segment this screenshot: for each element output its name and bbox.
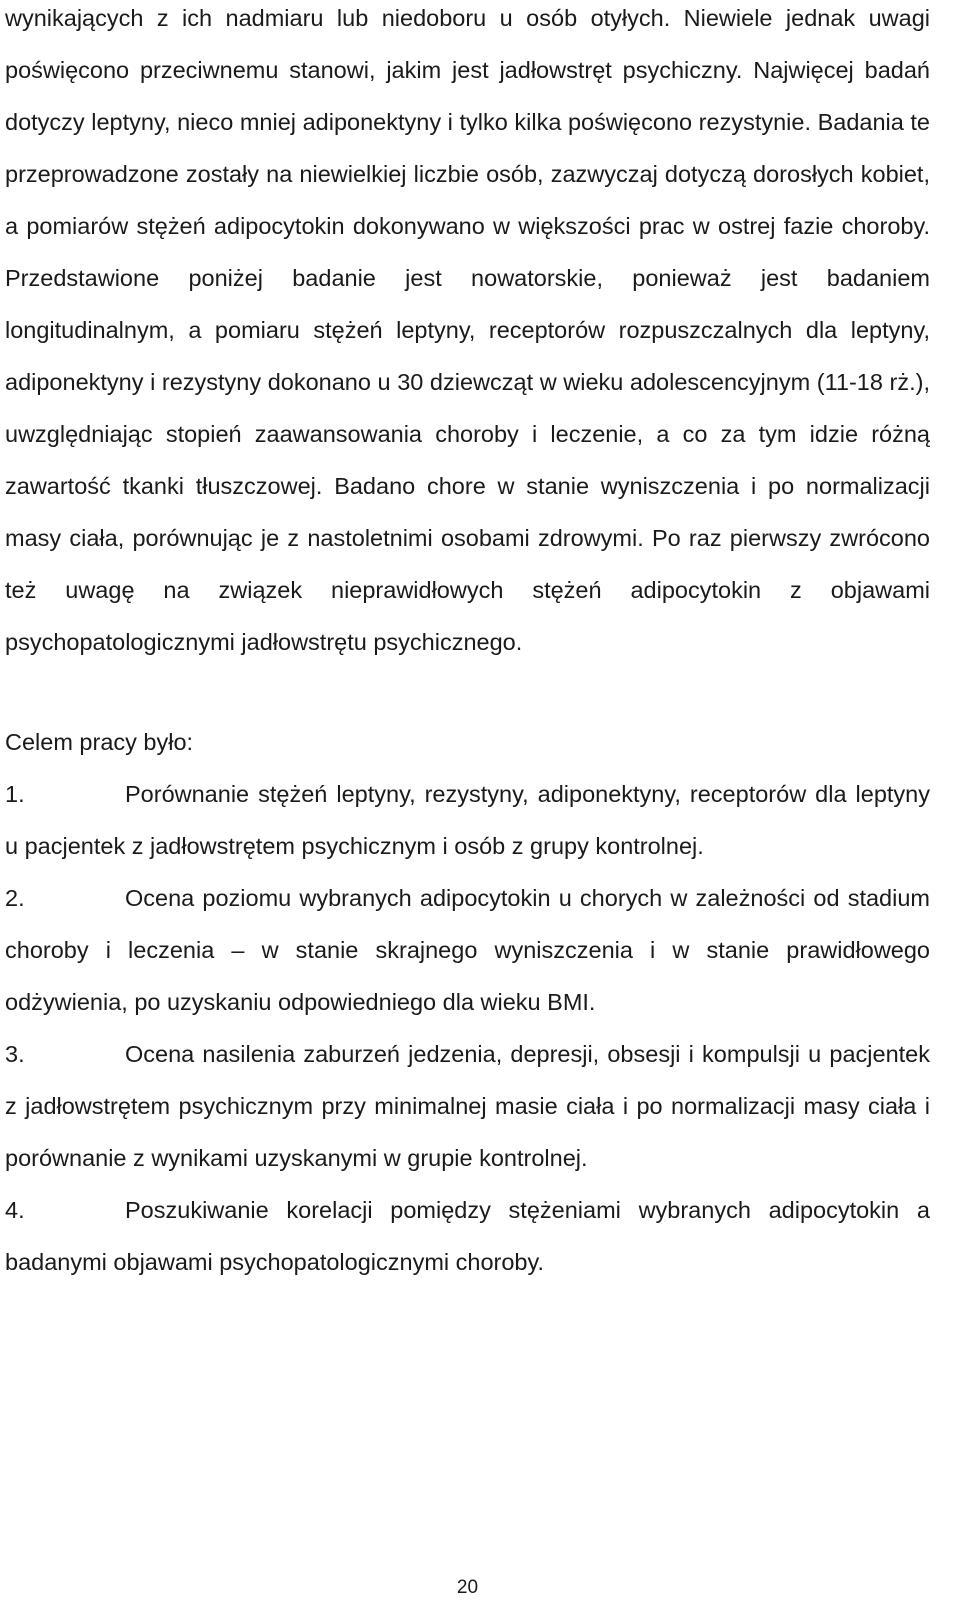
list-item-number: 3. — [5, 1041, 25, 1067]
list-item-number: 1. — [5, 781, 25, 807]
list-item — [5, 768, 930, 872]
list-item-text: Ocena nasilenia zaburzeń jedzenia, depresji, obsesji i kompulsji u pacjentek z jadłowstrętem psychicznym przy minimalnej masie ciała i po normalizacji masy ciała i porównanie z wynikami uzyskanymi w grupie kontrolnej. — [5, 1041, 930, 1171]
document-page — [5, 0, 930, 1288]
list-item-text: Ocena poziomu wybranych adipocytokin u chorych w zależności od stadium choroby i leczenia – w stanie skrajnego wyniszczenia i w stanie prawidłowego odżywienia, po uzyskaniu odpowiedniego dla wieku BMI. — [5, 885, 930, 1015]
aims-heading: Celem pracy było: — [5, 729, 194, 755]
aims-list — [5, 768, 930, 1288]
page-number: 20 — [456, 1577, 479, 1598]
list-item-text: Poszukiwanie korelacji pomiędzy stężeniami wybranych adipocytokin a badanymi objawami psychopatologicznymi choroby. — [5, 1197, 930, 1275]
list-item — [5, 872, 930, 1028]
intro-paragraph: wynikających z ich nadmiaru lub niedoboru u osób otyłych. Niewiele jednak uwagi poświęcono przeciwnemu stanowi, jakim jest jadłowstręt psychiczny. Najwięcej badań dotyczy leptyny, nieco mniej adiponektyny i tylko kilka poświęcono rezystynie. Badania te przeprowadzone zostały na niewielkiej liczbie osób, zazwyczaj dotyczą dorosłych kobiet, a pomiarów stężeń adipocytokin dokonywano w większości prac w ostrej fazie choroby. Przedstawione poniżej badanie jest nowatorskie, ponieważ jest badaniem longitudinalnym, a pomiaru stężeń leptyny, receptorów rozpuszczalnych dla leptyny, adiponektyny i rezystyny dokonano u 30 dziewcząt w wieku adolescencyjnym (11-18 rż.), uwzględniając stopień zaawansowania choroby i leczenie, a co za tym idzie różną zawartość tkanki tłuszczowej. Badano chore w stanie wyniszczenia i po normalizacji masy ciała, porównując je z nastoletnimi osobami zdrowymi. Po raz pierwszy zwrócono też uwagę na związek nieprawidłowych stężeń adipocytokin z objawami psychopatologicznymi jadłowstrętu psychicznego. — [5, 5, 930, 655]
list-item — [5, 1028, 930, 1184]
list-item-text: Porównanie stężeń leptyny, rezystyny, adiponektyny, receptorów dla leptyny u pacjentek z jadłowstrętem psychicznym i osób z grupy kontrolnej. — [5, 781, 930, 859]
list-item-number: 4. — [5, 1197, 25, 1223]
list-item-number: 2. — [5, 885, 25, 911]
list-item — [5, 1184, 930, 1288]
